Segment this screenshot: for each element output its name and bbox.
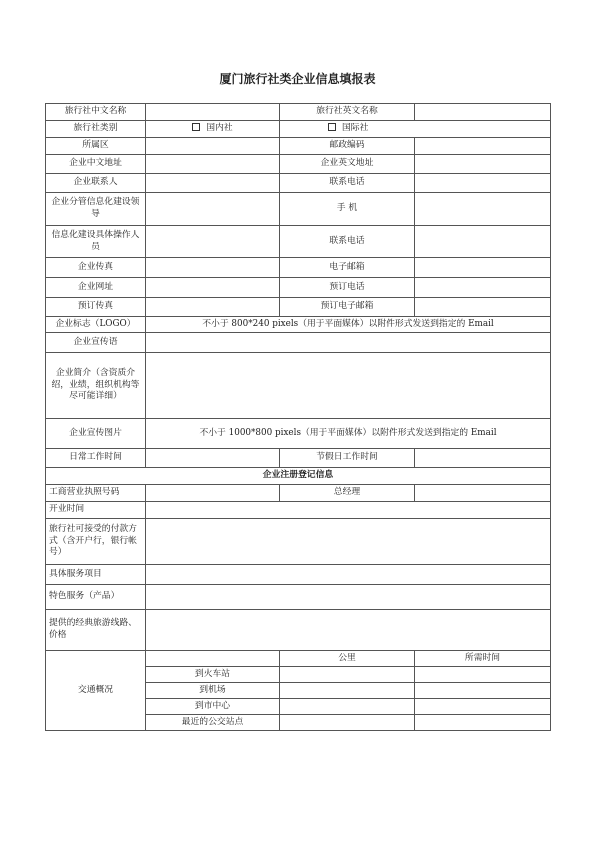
table-row	[46, 155, 551, 174]
postcode-field[interactable]	[415, 138, 551, 155]
slogan-field[interactable]	[146, 333, 551, 353]
table-row	[46, 468, 551, 485]
booking-fax-field[interactable]	[146, 298, 280, 317]
en-name-field[interactable]	[415, 104, 551, 121]
table-row	[46, 121, 551, 138]
label-it-staff: 信息化建设具体操作人员	[46, 226, 146, 258]
domestic-label: 国内社	[206, 123, 233, 134]
col-time-header: 所需时间	[415, 651, 551, 667]
label-cn-name: 旅行社中文名称	[46, 104, 146, 121]
transport-item-center: 到市中心	[146, 699, 280, 715]
table-row	[46, 353, 551, 419]
label-holiday-hours: 节假日工作时间	[280, 449, 415, 468]
label-slogan: 企业宣传语	[46, 333, 146, 353]
label-services: 具体服务项目	[46, 565, 146, 585]
table-row	[46, 585, 551, 610]
routes-field[interactable]	[146, 610, 551, 651]
table-row	[46, 317, 551, 333]
label-cn-address: 企业中文地址	[46, 155, 146, 174]
international-label: 国际社	[342, 123, 369, 134]
contact-phone-field[interactable]	[415, 174, 551, 193]
label-booking-fax: 预订传真	[46, 298, 146, 317]
intro-field[interactable]	[146, 353, 551, 419]
table-row	[46, 226, 551, 258]
label-category: 旅行社类别	[46, 121, 146, 138]
label-contact: 企业联系人	[46, 174, 146, 193]
booking-email-field[interactable]	[415, 298, 551, 317]
table-row	[46, 104, 551, 121]
label-district: 所属区	[46, 138, 146, 155]
label-en-address: 企业英文地址	[280, 155, 415, 174]
label-email: 电子邮箱	[280, 258, 415, 278]
label-en-name: 旅行社英文名称	[280, 104, 415, 121]
label-it-leader: 企业分管信息化建设领导	[46, 193, 146, 226]
col-km-header: 公里	[280, 651, 415, 667]
train-km-field[interactable]	[280, 667, 415, 683]
center-time-field[interactable]	[415, 699, 551, 715]
it-leader-field[interactable]	[146, 193, 280, 226]
label-special: 特色服务（产品）	[46, 585, 146, 610]
label-booking-phone: 预订电话	[280, 278, 415, 298]
website-field[interactable]	[146, 278, 280, 298]
info-form-table	[45, 103, 551, 731]
en-address-field[interactable]	[415, 155, 551, 174]
opening-field[interactable]	[146, 502, 551, 519]
table-row	[46, 651, 551, 667]
label-payment: 旅行社可接受的付款方式（含开户行，银行帐号）	[46, 519, 146, 565]
contact-field[interactable]	[146, 174, 280, 193]
table-row	[46, 610, 551, 651]
transport-item-train: 到火车站	[146, 667, 280, 683]
mobile-field[interactable]	[415, 193, 551, 226]
label-intro: 企业简介（含资质介绍，业绩，组织机构等尽可能详细）	[46, 353, 146, 419]
fax-field[interactable]	[146, 258, 280, 278]
table-row	[46, 419, 551, 449]
table-row	[46, 565, 551, 585]
table-row	[46, 298, 551, 317]
license-field[interactable]	[146, 485, 280, 502]
cn-name-field[interactable]	[146, 104, 280, 121]
transport-item-airport: 到机场	[146, 683, 280, 699]
label-fax: 企业传真	[46, 258, 146, 278]
label-booking-email: 预订电子邮箱	[280, 298, 415, 317]
domestic-option[interactable]	[146, 121, 280, 138]
booking-phone-field[interactable]	[415, 278, 551, 298]
label-gm: 总经理	[280, 485, 415, 502]
registration-header: 企业注册登记信息	[46, 468, 551, 485]
form-title: 厦门旅行社类企业信息填报表	[219, 72, 376, 86]
bus-km-field[interactable]	[280, 715, 415, 731]
train-time-field[interactable]	[415, 667, 551, 683]
logo-note: 不小于 800*240 pixels（用于平面媒体）以附件形式发送到指定的 Email	[146, 317, 551, 333]
table-row	[46, 502, 551, 519]
label-contact-phone: 联系电话	[280, 174, 415, 193]
checkbox-icon[interactable]	[328, 123, 336, 131]
holiday-hours-field[interactable]	[415, 449, 551, 468]
table-row	[46, 193, 551, 226]
workday-hours-field[interactable]	[146, 449, 280, 468]
table-row	[46, 519, 551, 565]
label-staff-phone: 联系电话	[280, 226, 415, 258]
label-logo: 企业标志（LOGO）	[46, 317, 146, 333]
label-routes: 提供的经典旅游线路、价格	[46, 610, 146, 651]
services-field[interactable]	[146, 565, 551, 585]
airport-km-field[interactable]	[280, 683, 415, 699]
label-workday-hours: 日常工作时间	[46, 449, 146, 468]
table-row	[46, 258, 551, 278]
cn-address-field[interactable]	[146, 155, 280, 174]
transport-header-blank	[146, 651, 280, 667]
checkbox-icon[interactable]	[192, 123, 200, 131]
label-transport: 交通概况	[46, 651, 146, 731]
table-row	[46, 138, 551, 155]
table-row	[46, 485, 551, 502]
table-row	[46, 449, 551, 468]
airport-time-field[interactable]	[415, 683, 551, 699]
international-option[interactable]	[280, 121, 551, 138]
staff-phone-field[interactable]	[415, 226, 551, 258]
table-row	[46, 333, 551, 353]
transport-item-bus: 最近的公交站点	[146, 715, 280, 731]
table-row	[46, 174, 551, 193]
label-mobile: 手 机	[280, 193, 415, 226]
district-field[interactable]	[146, 138, 280, 155]
email-field[interactable]	[415, 258, 551, 278]
label-website: 企业网址	[46, 278, 146, 298]
label-license: 工商营业执照号码	[46, 485, 146, 502]
center-km-field[interactable]	[280, 699, 415, 715]
table-row	[46, 278, 551, 298]
label-postcode: 邮政编码	[280, 138, 415, 155]
bus-time-field[interactable]	[415, 715, 551, 731]
payment-field[interactable]	[146, 519, 551, 565]
it-staff-field[interactable]	[146, 226, 280, 258]
label-promo-image: 企业宣传图片	[46, 419, 146, 449]
label-opening: 开业时间	[46, 502, 146, 519]
special-field[interactable]	[146, 585, 551, 610]
gm-field[interactable]	[415, 485, 551, 502]
promo-image-note: 不小于 1000*800 pixels（用于平面媒体）以附件形式发送到指定的 Email	[146, 419, 551, 449]
